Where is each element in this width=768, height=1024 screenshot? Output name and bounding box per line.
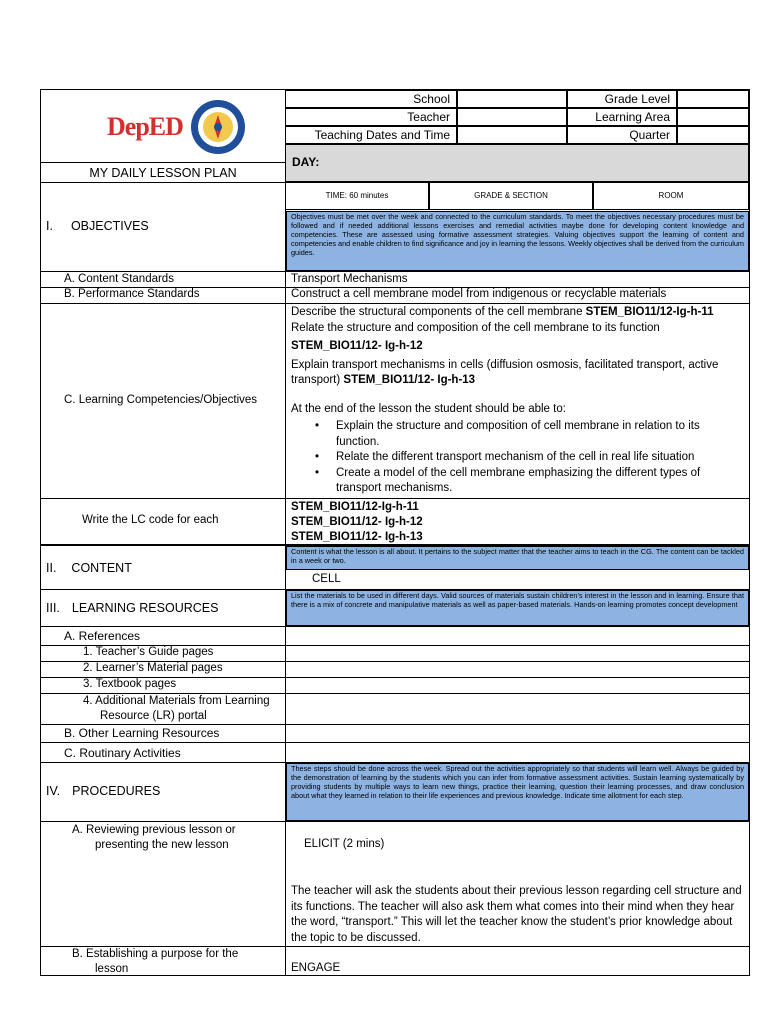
objectives-note: Objectives must be met over the week and connected to the curriculum standards. To meet the objectives necessary procedures must be followed and if needed additional lessons exercises and remedial activities maybe done for developing content knowledge and competencies. These are assessed using formative assessment strategies. Valuing objectives support the learning of content and competencies and enable children to find significance and joy in learning the lessons. Weekly objectives shall be derived from the curriculum guides. bbox=[286, 211, 749, 271]
resource-item-learners-material: 2. Learner’s Material pages bbox=[83, 662, 223, 674]
resource-item-teachers-guide: 1. Teacher’s Guide pages bbox=[83, 646, 214, 658]
objectives-row-end bbox=[41, 271, 749, 272]
row-sep-6 bbox=[41, 626, 749, 627]
resource-input-learners-material[interactable] bbox=[286, 662, 749, 677]
competency-3: Explain transport mechanisms in cells (diffusion osmosis, facilitated transport, active transport) STEM_BIO11/12- Ig-h-13 bbox=[291, 358, 719, 386]
other-resources-label: B. Other Learning Resources bbox=[64, 726, 220, 740]
content-standards-value: Transport Mechanisms bbox=[291, 273, 408, 285]
content-note: Content is what the lesson is all about. It pertains to the subject matter that the teacher aims to teach in the CG. The content can be tackled in a week or two. bbox=[286, 546, 749, 570]
time-cell bbox=[285, 182, 429, 210]
procedure-a-elicit: ELICIT (2 mins) bbox=[304, 838, 385, 850]
resource-input-textbook[interactable] bbox=[286, 678, 749, 693]
objectives-heading: I. OBJECTIVES bbox=[46, 219, 149, 233]
content-value: CELL bbox=[312, 573, 341, 585]
objective-bullet: • Explain the structure and composition of cell membrane in relation to its function. bbox=[291, 419, 743, 450]
row-sep-14 bbox=[41, 821, 749, 822]
procedure-b-engage: ENGAGE bbox=[291, 962, 341, 974]
resource-item-lr-portal: 4. Additional Materials from Learning Resource (LR) portal bbox=[83, 695, 270, 722]
lc-code: STEM_BIO11/12- Ig-h-12 bbox=[291, 516, 423, 528]
resource-item-textbook: 3. Textbook pages bbox=[83, 678, 177, 690]
competency-2-code: STEM_BIO11/12- Ig-h-12 bbox=[291, 340, 423, 352]
deped-seal-icon bbox=[189, 98, 247, 156]
room-cell bbox=[593, 182, 749, 210]
day-label: DAY: bbox=[292, 155, 320, 169]
resource-input-lr-portal[interactable] bbox=[286, 694, 749, 724]
procedure-a-text: The teacher will ask the students about their previous lesson regarding cell structure and its functions. The teacher will also ask them what comes into their mind when they hear the word, “transport.” This will let the teacher know the student’s prior knowledge about the topic to be discussed. bbox=[291, 885, 742, 944]
objective-bullet-list bbox=[291, 419, 743, 497]
row-sep-3 bbox=[41, 498, 749, 499]
lc-code-list bbox=[291, 500, 423, 545]
content-standards-label: A. Content Standards bbox=[64, 273, 174, 285]
routinary-input[interactable] bbox=[286, 743, 749, 762]
school-label: School bbox=[413, 92, 450, 106]
quarter-label-cell bbox=[567, 126, 677, 144]
dates-label-cell bbox=[285, 126, 457, 144]
competencies-content bbox=[291, 305, 743, 497]
grade-level-label: Grade Level bbox=[604, 92, 670, 106]
competency-1: Describe the structural components of the cell membrane STEM_BIO11/12-Ig-h-11 bbox=[291, 306, 714, 318]
plan-title: MY DAILY LESSON PLAN bbox=[89, 166, 237, 180]
lc-code: STEM_BIO11/12- Ig-h-13 bbox=[291, 531, 423, 543]
procedure-a-label: A. Reviewing previous lesson or presenting the new lesson bbox=[72, 824, 236, 851]
content-heading: II. CONTENT bbox=[46, 561, 132, 575]
learning-area-label-cell bbox=[567, 108, 677, 126]
dates-label: Teaching Dates and Time bbox=[314, 128, 450, 142]
teacher-input[interactable] bbox=[457, 108, 567, 126]
competency-2: Relate the structure and composition of the cell membrane to its function bbox=[291, 321, 660, 334]
performance-standards-label: B. Performance Standards bbox=[64, 288, 200, 300]
time-label: TIME: 60 minutes bbox=[325, 191, 389, 200]
deped-logo: DepED bbox=[107, 112, 183, 141]
performance-standards-value: Construct a cell membrane model from indigenous or recyclable materials bbox=[291, 288, 667, 300]
procedure-b-label: B. Establishing a purpose for the lesson bbox=[72, 948, 239, 975]
end-lesson-intro: At the end of the lesson the student should be able to: bbox=[291, 402, 566, 415]
column-divider bbox=[285, 182, 286, 976]
objective-bullet: • Relate the different transport mechanism of the cell in real life situation bbox=[291, 450, 743, 466]
learning-area-input[interactable] bbox=[677, 108, 749, 126]
school-label-cell bbox=[285, 90, 457, 108]
row-sep-2 bbox=[41, 303, 749, 304]
routinary-label: C. Routinary Activities bbox=[64, 746, 181, 760]
competencies-label: C. Learning Competencies/Objectives bbox=[64, 394, 258, 406]
lc-code: STEM_BIO11/12-Ig-h-11 bbox=[291, 501, 419, 513]
lc-code-label: Write the LC code for each bbox=[82, 514, 219, 526]
objectives-row-line bbox=[41, 182, 285, 183]
logo-area bbox=[41, 90, 285, 162]
grade-level-label-cell bbox=[567, 90, 677, 108]
grade-section-cell bbox=[429, 182, 593, 210]
resources-note: List the materials to be used in different days. Valid sources of materials sustain children's interest in the lesson and in learning. Ensure that there is a mix of concrete and manipulative materials as well as paper-based materials. Hands-on learning promotes concept development bbox=[286, 590, 749, 626]
objective-bullet: • Create a model of the cell membrane emphasizing the different types of transport mechanisms. bbox=[291, 466, 743, 497]
day-cell[interactable] bbox=[285, 144, 749, 182]
resource-input-teachers-guide[interactable] bbox=[286, 646, 749, 661]
dates-input[interactable] bbox=[457, 126, 567, 144]
other-resources-input[interactable] bbox=[286, 725, 749, 742]
grade-section-label: GRADE & SECTION bbox=[474, 191, 548, 200]
school-input[interactable] bbox=[457, 90, 567, 108]
references-label: A. References bbox=[64, 629, 141, 643]
learning-area-label: Learning Area bbox=[595, 110, 670, 124]
resources-heading: III. LEARNING RESOURCES bbox=[46, 601, 219, 615]
teacher-label-cell bbox=[285, 108, 457, 126]
procedures-note: These steps should be done across the week. Spread out the activities appropriately so that students will learn well. Always be guided by the demonstration of learning by the students which you can infer from formative assessment activities. Sustain learning systematically by providing students by multiple ways to learn new things, practice their learning, question their learning processes, and draw conclusion about what they learned in relation to their life experiences and previous knowledge. Indicate time allotment for each step. bbox=[286, 763, 749, 821]
procedures-heading: IV. PROCEDURES bbox=[46, 784, 161, 798]
grade-level-input[interactable] bbox=[677, 90, 749, 108]
quarter-input[interactable] bbox=[677, 126, 749, 144]
room-label: ROOM bbox=[658, 191, 684, 200]
quarter-label: Quarter bbox=[629, 128, 670, 142]
teacher-label: Teacher bbox=[407, 110, 450, 124]
